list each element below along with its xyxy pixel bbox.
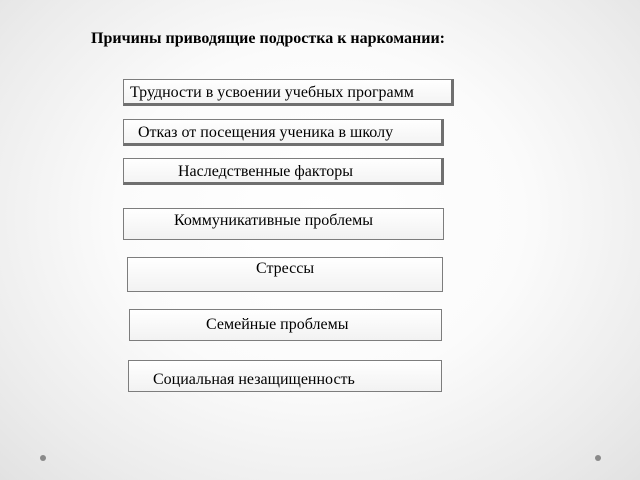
cause-label: Отказ от посещения ученика в школу — [138, 124, 394, 141]
cause-label: Семейные проблемы — [206, 316, 349, 333]
cause-label: Наследственные факторы — [178, 163, 353, 180]
cause-box-social-insecurity — [128, 360, 442, 392]
cause-label: Стрессы — [256, 260, 315, 277]
slide-title: Причины приводящие подростка к наркомании: — [91, 30, 445, 47]
cause-box-family-problems — [129, 309, 442, 341]
cause-label: Социальная незащищенность — [153, 371, 355, 388]
cause-box-stress — [127, 257, 443, 292]
cause-box-learning-difficulties — [123, 79, 454, 106]
decorative-dot-left — [40, 455, 46, 461]
cause-label: Коммуникативные проблемы — [174, 212, 373, 229]
cause-box-school-refusal — [123, 119, 444, 146]
cause-box-communication-problems — [123, 208, 444, 240]
decorative-dot-right — [595, 455, 601, 461]
cause-box-hereditary-factors — [123, 158, 444, 185]
cause-label: Трудности в усвоении учебных программ — [130, 84, 414, 101]
